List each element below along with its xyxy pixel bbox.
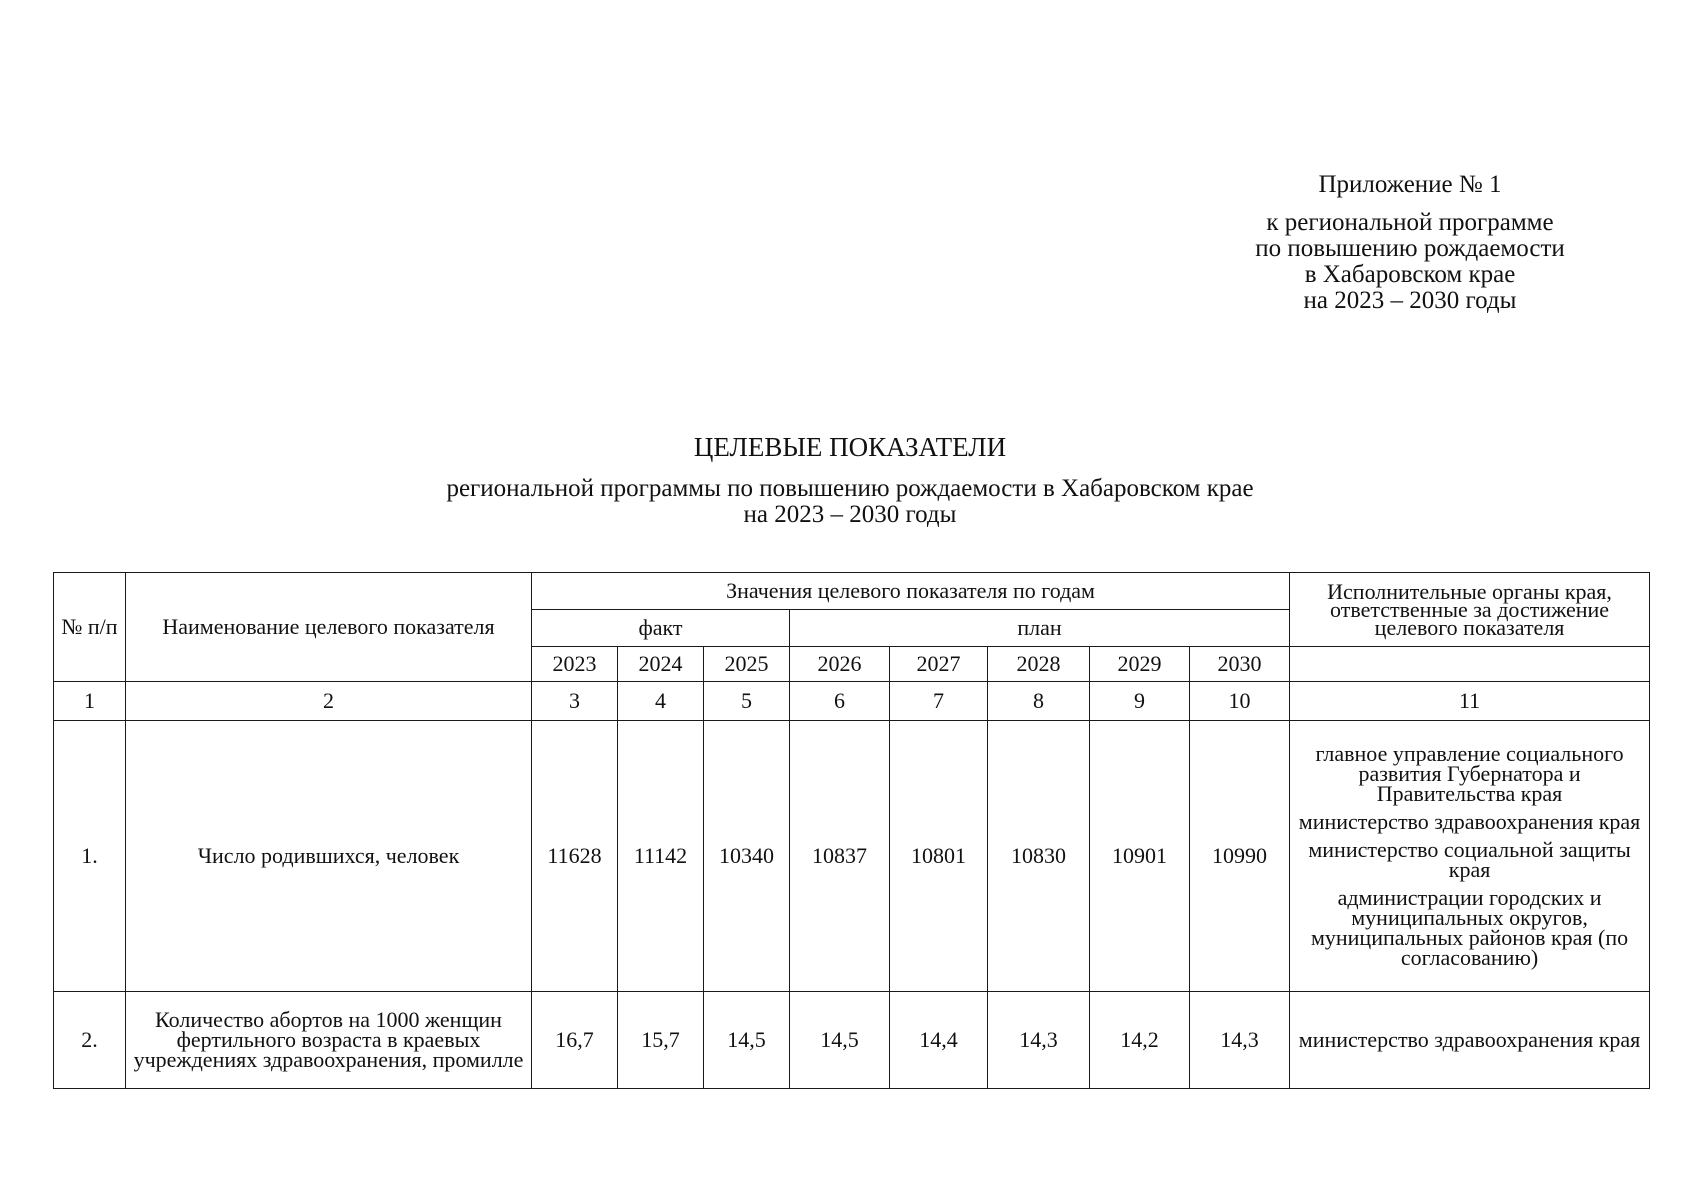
column-number: 7 — [890, 682, 988, 721]
indicator-value: 15,7 — [618, 992, 704, 1089]
indicator-value: 10340 — [704, 721, 790, 992]
appendix-block — [1180, 172, 1640, 314]
indicator-value: 10837 — [790, 721, 890, 992]
row-number: 2. — [54, 992, 126, 1089]
indicator-value: 10830 — [988, 721, 1090, 992]
indicator-value: 14,5 — [704, 992, 790, 1089]
header-number: № п/п — [54, 573, 126, 682]
document-title: ЦЕЛЕВЫЕ ПОКАЗАТЕЛИ — [693, 432, 1007, 462]
responsible-body: министерство здравоохранения края — [1298, 809, 1641, 834]
header-responsible-bodies: Исполнительные органы края, ответственные за достижение целевого показателя — [1290, 573, 1650, 647]
indicator-name: Число родившихся, человек — [126, 721, 532, 992]
document-subtitle-line-1: региональной программы по повышению рождаемости в Хабаровском крае — [446, 475, 1254, 502]
column-number: 11 — [1290, 682, 1650, 721]
document-heading — [260, 432, 1440, 528]
appendix-line: в Хабаровском крае — [1304, 261, 1516, 288]
responsible-bodies-cell — [1290, 721, 1650, 992]
indicator-value: 10990 — [1190, 721, 1290, 992]
indicator-value: 14,2 — [1090, 992, 1190, 1089]
header-indicator-name: Наименование целевого показателя — [126, 573, 532, 682]
indicator-value: 14,4 — [890, 992, 988, 1089]
header-year: 2024 — [618, 647, 704, 682]
indicator-value: 10801 — [890, 721, 988, 992]
column-number: 4 — [618, 682, 704, 721]
column-number: 1 — [54, 682, 126, 721]
column-number: 2 — [126, 682, 532, 721]
indicator-value: 10901 — [1090, 721, 1190, 992]
header-year: 2025 — [704, 647, 790, 682]
appendix-line: к региональной программе — [1266, 209, 1554, 236]
column-number: 10 — [1190, 682, 1290, 721]
indicator-value: 11142 — [618, 721, 704, 992]
table-row — [54, 721, 1650, 992]
header-year: 2030 — [1190, 647, 1290, 682]
document-subtitle-line-2: на 2023 – 2030 годы — [743, 501, 957, 528]
indicator-value: 14,5 — [790, 992, 890, 1089]
appendix-line: по повышению рождаемости — [1255, 235, 1565, 262]
column-number: 3 — [532, 682, 618, 721]
header-fact: факт — [532, 610, 790, 647]
responsible-body: министерство здравоохранения края — [1298, 1027, 1641, 1052]
table-row — [54, 992, 1650, 1089]
indicator-value: 11628 — [532, 721, 618, 992]
header-year: 2028 — [988, 647, 1090, 682]
header-empty-cell — [1290, 647, 1650, 682]
header-year: 2023 — [532, 647, 618, 682]
header-values-by-year: Значения целевого показателя по годам — [532, 573, 1290, 610]
column-number: 6 — [790, 682, 890, 721]
appendix-line: на 2023 – 2030 годы — [1303, 287, 1517, 314]
responsible-body: главное управление социального развития Губернатора и Правительства края — [1315, 741, 1624, 806]
column-number-row — [54, 682, 1650, 721]
indicator-name: Количество абортов на 1000 женщин фертильного возраста в краевых учреждениях здравоохранения, промилле — [126, 992, 532, 1089]
column-number: 5 — [704, 682, 790, 721]
indicator-value: 14,3 — [988, 992, 1090, 1089]
row-number: 1. — [54, 721, 126, 992]
column-number: 9 — [1090, 682, 1190, 721]
indicator-value: 16,7 — [532, 992, 618, 1089]
responsible-body: администрации городских и муниципальных округов, муниципальных районов края (по согласованию) — [1310, 885, 1629, 970]
appendix-title: Приложение № 1 — [1318, 171, 1502, 198]
header-year: 2029 — [1090, 647, 1190, 682]
column-number: 8 — [988, 682, 1090, 721]
header-year: 2026 — [790, 647, 890, 682]
responsible-body: министерство социальной защиты края — [1308, 837, 1631, 882]
header-year: 2027 — [890, 647, 988, 682]
header-plan: план — [790, 610, 1290, 647]
indicators-table — [53, 572, 1650, 1089]
responsible-bodies-cell — [1290, 992, 1650, 1089]
indicator-value: 14,3 — [1190, 992, 1290, 1089]
